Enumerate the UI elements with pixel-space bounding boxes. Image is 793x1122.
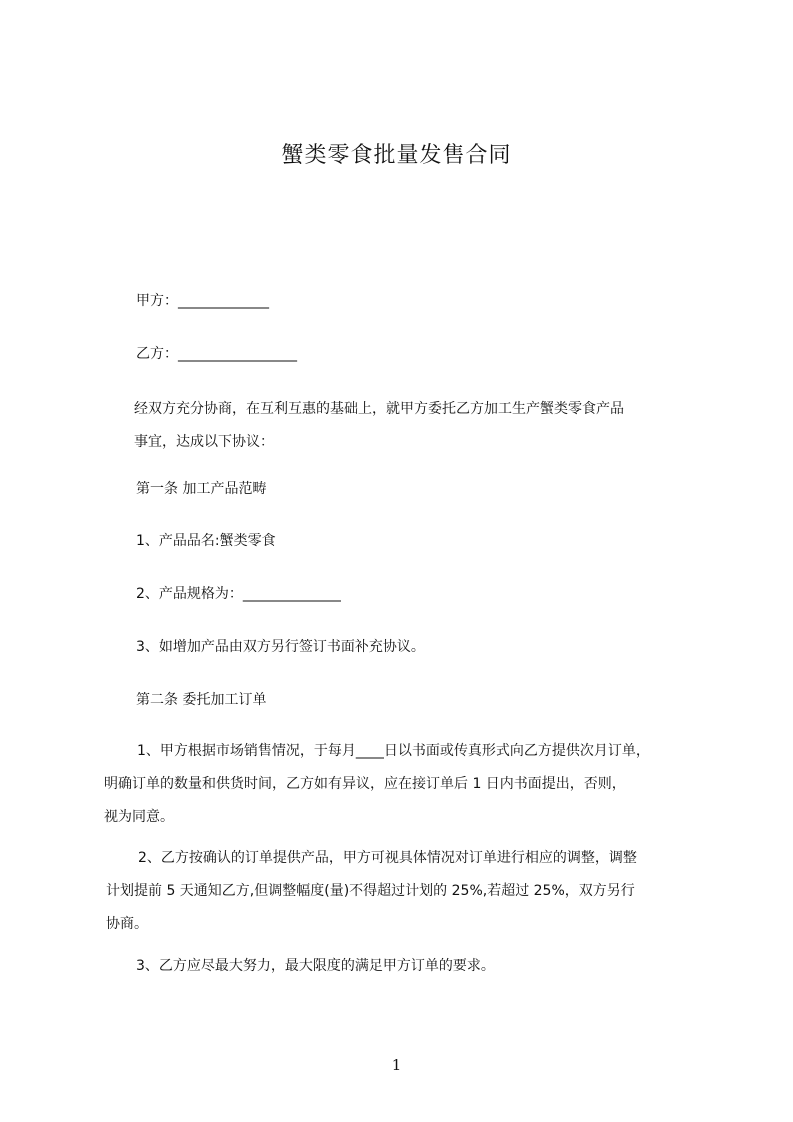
article-2-clause-2 (106, 842, 704, 941)
intro-line-2: 事宜，达成以下协议： (134, 434, 274, 450)
article-2-heading: 第二条 委托加工订单 (136, 692, 267, 708)
article-1-heading: 第一条 加工产品范畴 (136, 481, 267, 497)
clause-1-line-3: 视为同意。 (104, 809, 174, 825)
clause-2-line-2: 计划提前 5 天通知乙方,但调整幅度(量)不得超过计划的 25%,若超过 25%，双方另行 (106, 883, 635, 899)
article-2-clause-3: 3、乙方应尽最大努力，最大限度的满足甲方订单的要求。 (136, 958, 495, 974)
document-title: 蟹类零食批量发售合同 (281, 143, 512, 168)
clause-1-line-1: 1、甲方根据市场销售情况，于每月____日以书面或传真形式向乙方提供次月订单， (137, 743, 650, 759)
clause-2-line-3: 协商。 (106, 916, 148, 932)
article-1-item-2: 2、产品规格为：______________ (136, 586, 341, 602)
party-a-line: 甲方：_____________ (136, 293, 269, 309)
article-1-item-3: 3、如增加产品由双方另行签订书面补充协议。 (136, 639, 425, 655)
intro-line-1: 经双方充分协商，在互利互惠的基础上，就甲方委托乙方加工生产蟹类零食产品 (134, 401, 624, 417)
party-b-line: 乙方：_________________ (136, 346, 297, 362)
article-2-clause-1 (104, 735, 650, 834)
clause-2-line-1: 2、乙方按确认的订单提供产品，甲方可视具体情况对订单进行相应的调整，调整 (138, 850, 637, 866)
intro-paragraph (134, 393, 624, 459)
clause-1-line-2: 明确订单的数量和供货时间，乙方如有异议，应在接订单后 1 日内书面提出，否则， (104, 776, 626, 792)
article-1-item-1: 1、产品品名:蟹类零食 (136, 533, 276, 549)
page-number: 1 (391, 1056, 402, 1074)
